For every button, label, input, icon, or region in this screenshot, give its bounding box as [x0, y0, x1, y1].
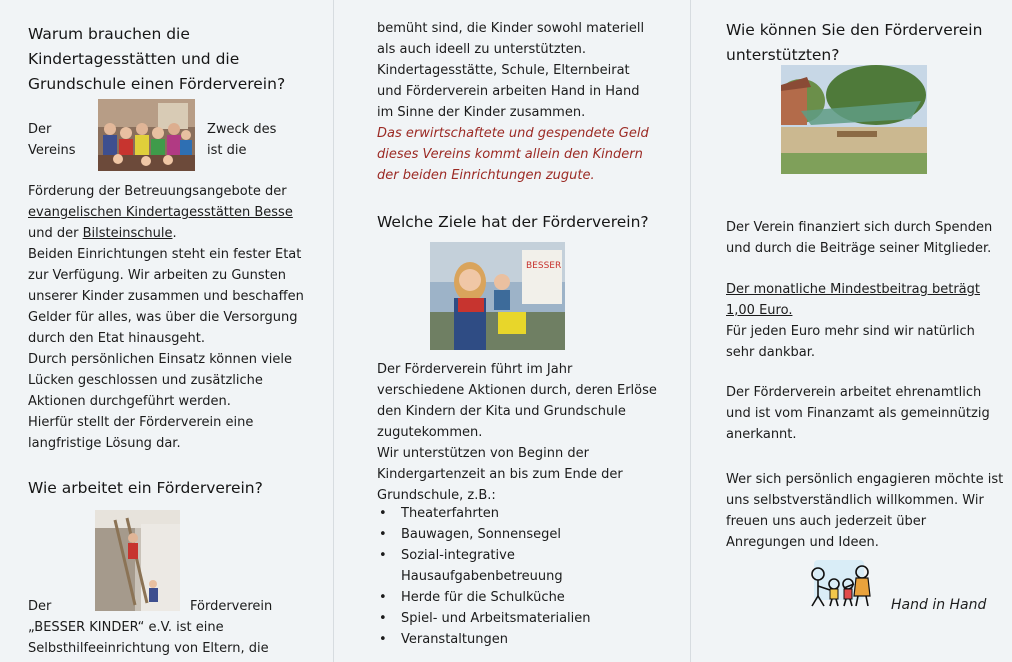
text-line: [28, 223, 328, 244]
paragraph-purpose: [28, 181, 328, 454]
text-line: Beiden Einrichtungen steht ein fester Etat: [28, 247, 302, 262]
heading-why-line: Grundschule einen Förderverein?: [28, 75, 286, 93]
intro-right-words: [207, 119, 276, 161]
text-span: .: [172, 226, 177, 241]
list-item: • Sozial-integrative: [377, 545, 687, 566]
paragraph-membership: [726, 279, 1012, 363]
text-line: den Kindern der Kita und Grundschule: [377, 404, 626, 419]
text-line: Kindergartenzeit an bis zum Ende der: [377, 467, 623, 482]
ladder-photo: [95, 510, 180, 611]
paragraph-volunteer: [726, 382, 1012, 445]
text-line-underlined: Der monatliche Mindestbeitrag beträgt: [726, 282, 980, 297]
text-line: Durch persönlichen Einsatz können viele: [28, 352, 293, 367]
text-line: Wir unterstützen von Beginn der: [377, 446, 589, 461]
panel-right: [690, 0, 1012, 662]
text-line: und Förderverein arbeiten Hand in Hand: [377, 84, 640, 99]
heading-why-line: Kindertagesstätten und die: [28, 50, 240, 68]
heading-support-line: unterstützten?: [726, 46, 840, 64]
text-line: zugutekommen.: [377, 425, 483, 440]
heading-how-it-works: Wie arbeitet ein Förderverein?: [28, 479, 263, 497]
school-name: Bilsteinschule: [82, 226, 173, 241]
heading-goals: Welche Ziele hat der Förderverein?: [377, 213, 649, 231]
girl-with-toys-photo: [430, 242, 565, 350]
heading-why: [28, 22, 328, 97]
paragraph-goals: [377, 359, 687, 506]
text-line: im Sinne der Kinder zusammen.: [377, 105, 586, 120]
goals-list: [377, 503, 687, 650]
text-line: „BESSER KINDER“ e.V. ist eine: [28, 620, 224, 635]
text-line: Gelder für alles, was über die Versorgung: [28, 310, 298, 325]
list-item: • Bauwagen, Sonnensegel: [377, 524, 687, 545]
text-span: und der: [28, 226, 83, 241]
children-group-photo: [98, 99, 195, 171]
text-line-underlined: evangelischen Kindertagesstätten Besse: [28, 205, 293, 220]
text-line: uns selbstverständlich willkommen. Wir: [726, 493, 984, 508]
text-line: Hierfür stellt der Förderverein eine: [28, 415, 254, 430]
text-line: sehr dankbar.: [726, 345, 815, 360]
text-line: bemüht sind, die Kinder sowohl materiell: [377, 21, 645, 36]
text-line: Der Förderverein arbeitet ehrenamtlich: [726, 385, 982, 400]
list-item: • Spiel- und Arbeitsmaterialien: [377, 608, 687, 629]
text-line-underlined: 1,00 Euro.: [726, 303, 793, 318]
svg-text:BESSER: BESSER: [526, 261, 562, 271]
panel-left: [0, 0, 333, 662]
paragraph-funding: [726, 217, 1012, 259]
playground-photo: [781, 65, 927, 174]
highlight-line: dieses Vereins kommt allein den Kindern: [377, 147, 643, 162]
text-line: durch den Etat hinausgeht.: [28, 331, 205, 346]
text-line: freuen uns auch jederzeit über: [726, 514, 927, 529]
text-line: Selbsthilfeeinrichtung von Eltern, die: [28, 641, 269, 656]
highlight-line: Das erwirtschaftete und gespendete Geld: [377, 126, 649, 141]
text-line: Wer sich persönlich engagieren möchte ist: [726, 472, 1004, 487]
text-line: unserer Kinder zusammen und beschaffen: [28, 289, 304, 304]
paragraph-engagement: [726, 469, 1012, 553]
list-item: • Theaterfahrten: [377, 503, 687, 524]
list-item: • Veranstaltungen: [377, 629, 687, 650]
word: Zweck des: [207, 122, 277, 137]
text-line: Kindertagesstätte, Schule, Elternbeirat: [377, 63, 630, 78]
heading-support: [726, 18, 1012, 68]
text-line: verschiedene Aktionen durch, deren Erlöse: [377, 383, 657, 398]
panel-middle: [333, 0, 690, 662]
text-line: Der Förderverein führt im Jahr: [377, 362, 573, 377]
list-item-continuation: Hausaufgabenbetreuung: [401, 569, 563, 584]
text-line: Grundschule, z.B.:: [377, 488, 496, 503]
heading-why-line: Warum brauchen die: [28, 25, 190, 43]
text-line: Förderung der Betreuungsangebote der: [28, 184, 287, 199]
word: Der: [28, 122, 52, 137]
text-line: und durch die Beiträge seiner Mitglieder.: [726, 241, 992, 256]
word: ist die: [207, 143, 247, 158]
text-line: Der Verein finanziert sich durch Spenden: [726, 220, 993, 235]
word-foerderverein: Förderverein: [190, 599, 273, 614]
list-item: • Herde für die Schulküche: [377, 587, 687, 608]
hand-in-hand-logo-icon: [804, 556, 874, 610]
text-line: Aktionen durchgeführt werden.: [28, 394, 231, 409]
text-line: Lücken geschlossen und zusätzliche: [28, 373, 263, 388]
text-line: Anregungen und Ideen.: [726, 535, 879, 550]
text-line: zur Verfügung. Wir arbeiten zu Gunsten: [28, 268, 286, 283]
highlight-line: der beiden Einrichtungen zugute.: [377, 168, 595, 183]
paragraph-cooperation: [377, 18, 687, 186]
text-line: anerkannt.: [726, 427, 797, 442]
heading-support-line: Wie können Sie den Förderverein: [726, 21, 983, 39]
paragraph-association: [28, 617, 328, 659]
text-line: Für jeden Euro mehr sind wir natürlich: [726, 324, 975, 339]
word-der: Der: [28, 599, 52, 614]
intro-left-words: [28, 119, 76, 161]
word: Vereins: [28, 143, 76, 158]
text-line: als auch ideell zu unterstützten.: [377, 42, 587, 57]
text-line: und ist vom Finanzamt als gemeinnützig: [726, 406, 990, 421]
text-line: langfristige Lösung dar.: [28, 436, 181, 451]
logo-text: Hand in Hand: [891, 597, 987, 613]
